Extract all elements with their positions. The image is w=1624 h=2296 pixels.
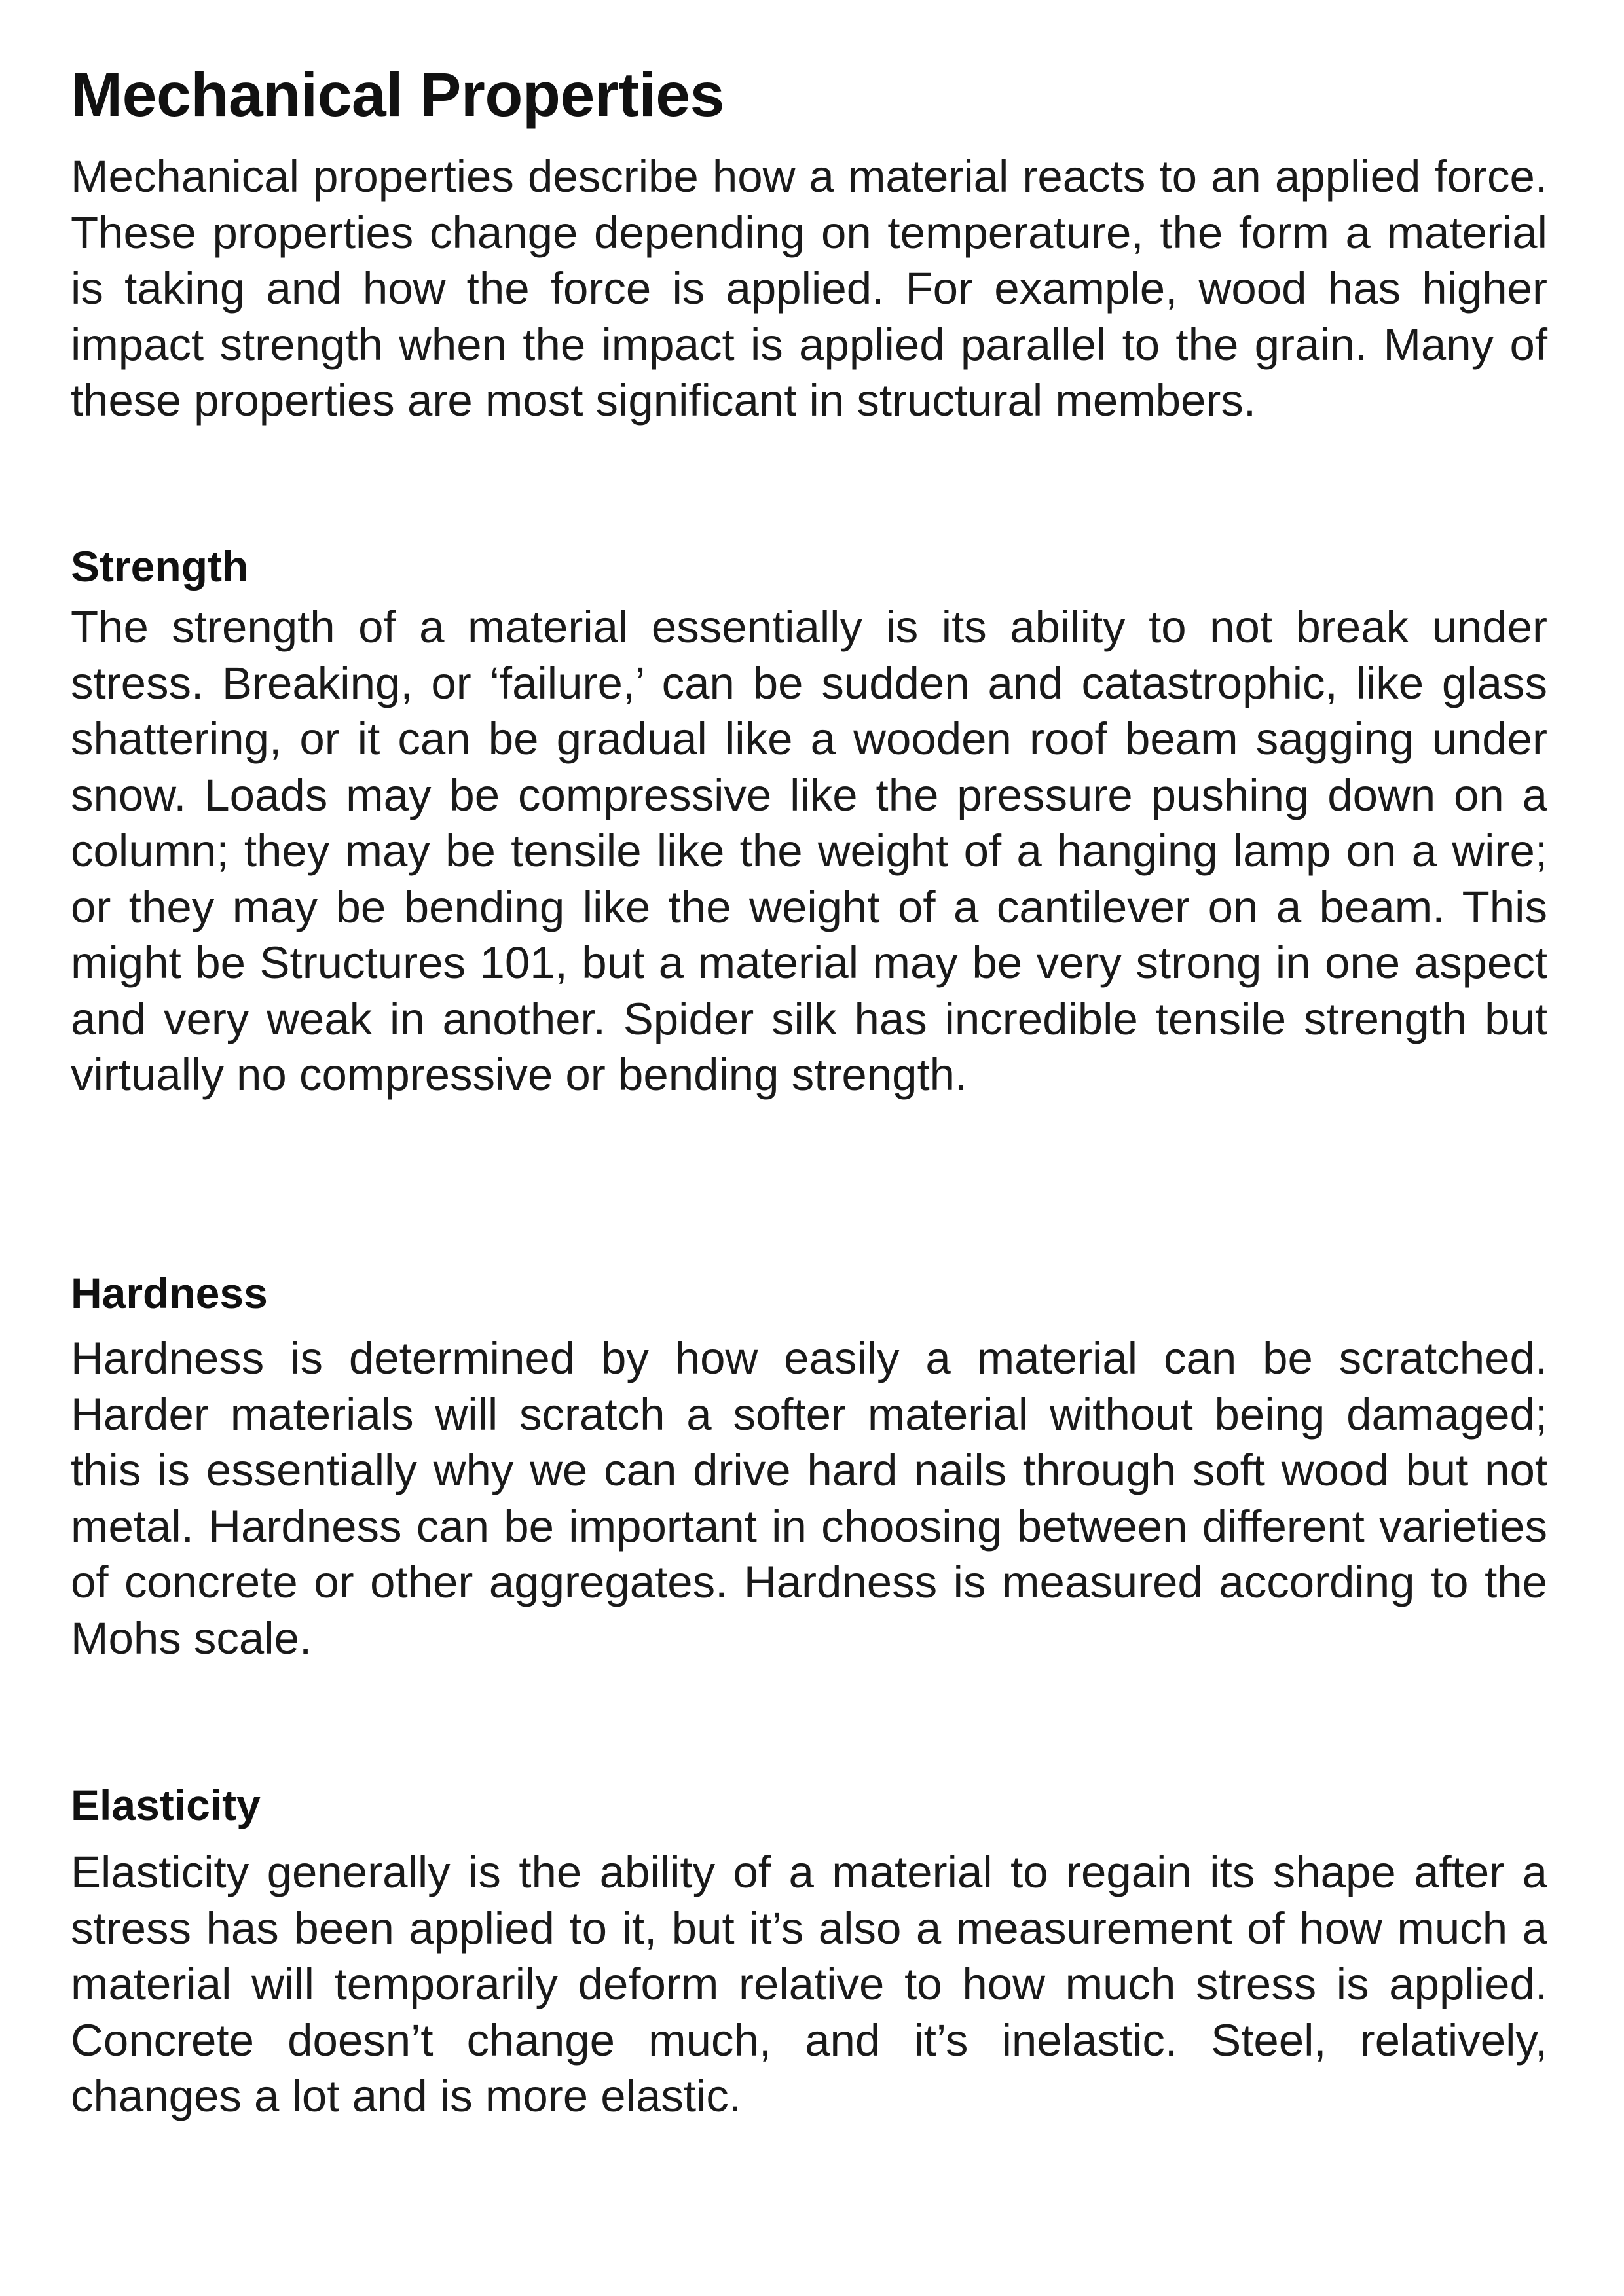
- section-body-elasticity: Elasticity generally is the ability of a material to regain its shape after a stress has been applied to it, but it’s also a measurement of how much a material will temporarily deform relative to how much stress is applied. Concrete doesn’t change much, and it’s inelastic. Steel, relatively, changes a lot and is more elastic.: [71, 1847, 1547, 2121]
- section-heading-elasticity: Elasticity: [71, 1781, 261, 1829]
- intro-paragraph: Mechanical properties describe how a material reacts to an applied force. These properties change depending on temperature, the form a material is taking and how the force is applied. For example, wood has higher impact strength when the impact is applied parallel to the grain. Many of these properties are most significant in structural members.: [71, 151, 1547, 426]
- section-heading-hardness: Hardness: [71, 1269, 268, 1317]
- page-title: Mechanical Properties: [71, 60, 724, 130]
- section-body-hardness: Hardness is determined by how easily a material can be scratched. Harder materials will scratch a softer material without being damaged; this is essentially why we can drive hard nails through soft wood but not metal. Hardness can be important in choosing between different varieties of concrete or other aggregates. Hardness is measured according to the Mohs scale.: [71, 1333, 1547, 1664]
- section-body-strength: The strength of a material essentially is its ability to not break under stress. Breaking, or ‘failure,’ can be sudden and catastrophic, like glass shattering, or it can be gradual like a wooden roof beam sagging under snow. Loads may be compressive like the pressure pushing down on a column; they may be tensile like the weight of a hanging lamp on a wire; or they may be bending like the weight of a cantilever on a beam. This might be Structures 101, but a material may be very strong in one aspect and very weak in another. Spider silk has incredible tensile strength but virtually no compressive or bending strength.: [71, 602, 1547, 1100]
- section-heading-strength: Strength: [71, 542, 249, 591]
